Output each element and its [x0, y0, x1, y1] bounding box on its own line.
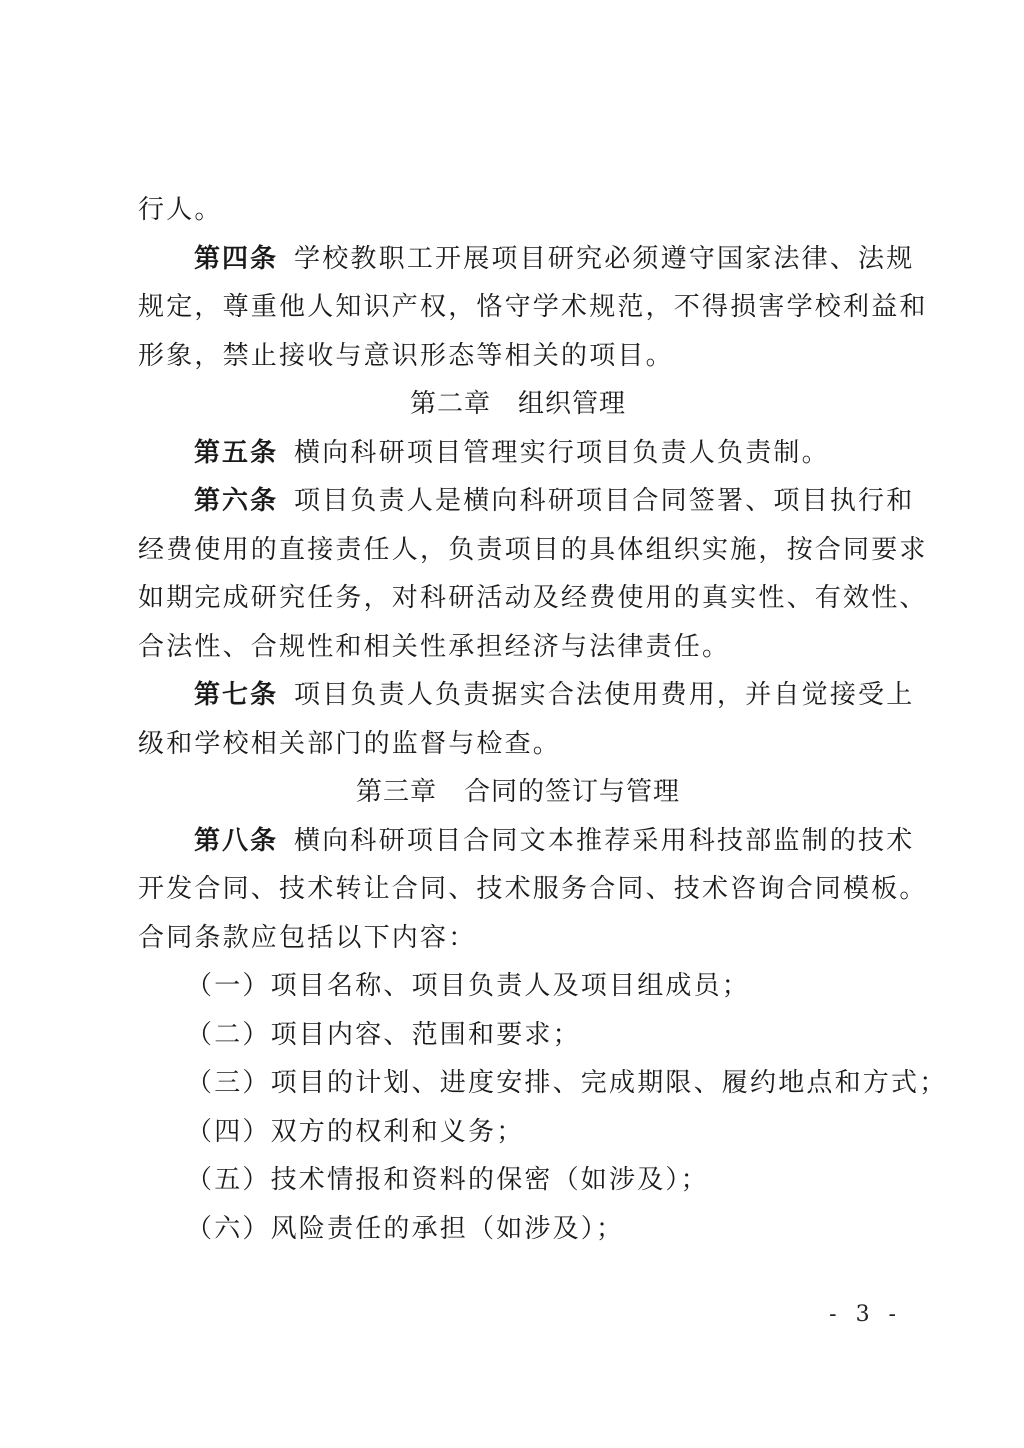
article-5-label: 第五条: [194, 437, 279, 468]
article-7-label: 第七条: [194, 680, 279, 710]
article-6-line-3: 如期完成研究任务，对科研活动及经费使用的真实性、有效性、: [138, 583, 928, 613]
article-8-label: 第八条: [194, 825, 279, 856]
document-body: [138, 186, 948, 1253]
article-6-line-4: 合法性、合规性和相关性承担经济与法律责任。: [138, 631, 731, 662]
list-item-6: （六）风险责任的承担（如涉及）；: [186, 1213, 625, 1244]
chapter-3-heading: 第三章 合同的签订与管理: [355, 777, 680, 807]
article-4-line-1: 学校教职工开展项目研究必须遵守国家法律、法规: [294, 243, 915, 274]
article-8-line-3: 合同条款应包括以下内容：: [138, 922, 477, 953]
article-5-line-1: 横向科研项目管理实行项目负责人负责制。: [294, 437, 830, 468]
article-5: [138, 429, 898, 478]
article-6-label: 第六条: [194, 486, 279, 516]
list-item-2: （二）项目内容、范围和要求；: [186, 1019, 581, 1050]
article-8-line-1: 横向科研项目合同文本推荐采用科技部监制的技术: [294, 825, 915, 856]
article-6-line-2: 经费使用的直接责任人，负责项目的具体组织实施，按合同要求: [138, 534, 928, 565]
article-7-line-2: 级和学校相关部门的监督与检查。: [138, 728, 562, 759]
article-4-line-3: 形象，禁止接收与意识形态等相关的项目。: [138, 340, 674, 371]
paragraph-continuation: 行人。: [138, 195, 223, 225]
article-4-label: 第四条: [194, 243, 279, 274]
article-7-line-1: 项目负责人负责据实合法使用费用，并自觉接受上: [294, 680, 915, 710]
article-6-line-1: 项目负责人是横向科研项目合同签署、项目执行和: [294, 486, 915, 516]
article-8-line-2: 开发合同、技术转让合同、技术服务合同、技术咨询合同模板。: [138, 874, 928, 904]
chapter-2-heading: 第二章 组织管理: [409, 389, 626, 419]
list-item-3: （三）项目的计划、进度安排、完成期限、履约地点和方式；: [186, 1068, 948, 1098]
article-7: [138, 671, 915, 720]
article-4: [138, 235, 915, 284]
article-4-line-2: 规定，尊重他人知识产权，恪守学术规范，不得损害学校利益和: [138, 292, 928, 322]
article-8: [138, 817, 915, 866]
article-6: [138, 477, 915, 526]
list-item-5: （五）技术情报和资料的保密（如涉及）；: [186, 1165, 709, 1195]
list-item-4: （四）双方的权利和义务；: [186, 1116, 525, 1147]
list-item-1: （一）项目名称、项目负责人及项目组成员；: [186, 971, 751, 1001]
page-number: - 3 -: [829, 1302, 902, 1327]
